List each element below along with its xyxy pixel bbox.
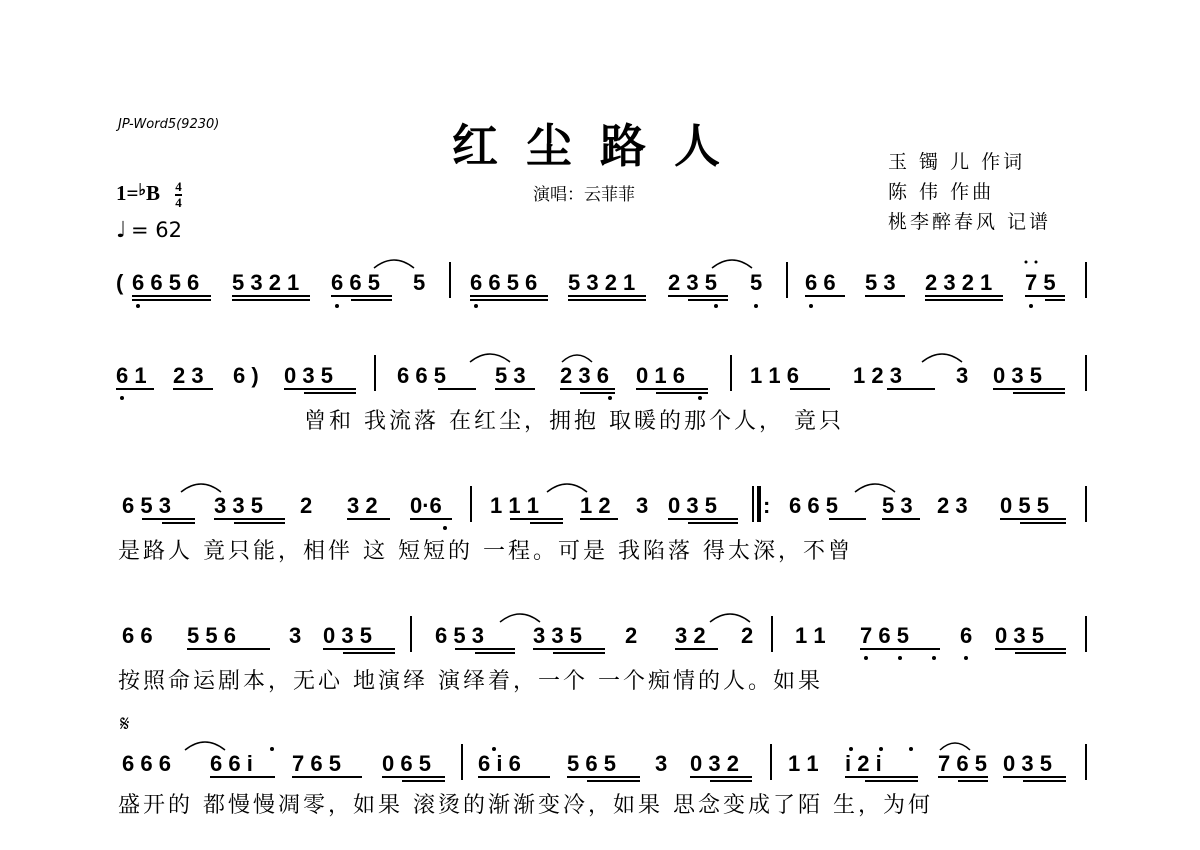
note: 0 3 5 <box>993 363 1042 388</box>
note: 0 3 5 <box>668 493 717 518</box>
note: 6 6 6 <box>122 751 171 776</box>
note: 6 6 <box>805 270 836 295</box>
note: 0 3 2 <box>690 751 739 776</box>
note: 7 6 5 <box>292 751 341 776</box>
note: 5 6 5 <box>567 751 616 776</box>
note: 1 1 <box>788 751 819 776</box>
note: 1 2 3 <box>853 363 902 388</box>
note: 6 1 <box>116 363 147 388</box>
note: 5 5 6 <box>187 623 236 648</box>
note: 3 3 5 <box>214 493 263 518</box>
note: 7 5 <box>1025 270 1056 295</box>
note: 6 ) <box>233 363 259 388</box>
note: 3 <box>655 751 668 776</box>
note: 2 3 6 <box>560 363 609 388</box>
note: 6 6 5 <box>397 363 446 388</box>
note: 6 <box>960 623 973 648</box>
note: 6 5 3 <box>122 493 171 518</box>
note: 5 3 <box>495 363 526 388</box>
note: 2 <box>300 493 313 518</box>
lyric-line-4: 盛开的 都慢慢凋零，如果 滚烫的渐渐变冷，如果 思念变成了陌 生，为何 <box>118 793 933 818</box>
note-row-1: ( <box>116 270 124 295</box>
note: 2 3 <box>937 493 968 518</box>
note: 3 2 <box>675 623 706 648</box>
note: 0·6 <box>410 493 442 518</box>
time-numerator: 4 <box>175 179 182 194</box>
note: 5 3 <box>882 493 913 518</box>
software-label: JP-Word5(9230) <box>118 117 220 132</box>
note: 0 5 5 <box>1000 493 1049 518</box>
note: 0 3 5 <box>323 623 372 648</box>
note: 0 3 5 <box>284 363 333 388</box>
note: 5 3 <box>865 270 896 295</box>
lyric-line-2: 是路人 竟只能，相伴 这 短短的 一程。可是 我陷落 得太深，不曾 <box>118 539 853 564</box>
note: 5 3 2 1 <box>232 270 300 295</box>
note: 1 1 6 <box>750 363 799 388</box>
segno-icon: 𝄋 <box>120 712 130 737</box>
note: 5 <box>750 270 763 295</box>
note: 0 1 6 <box>636 363 685 388</box>
note: 0 6 5 <box>382 751 431 776</box>
key-letter: B <box>146 180 161 205</box>
note: 7 6 5 <box>860 623 909 648</box>
note: 2 3 2 1 <box>925 270 993 295</box>
key-prefix: 1= <box>116 180 139 205</box>
note: 6 5 3 <box>435 623 484 648</box>
note: 6 6 5 <box>331 270 380 295</box>
note: 6 6 5 6 <box>470 270 538 295</box>
note: 5 3 2 1 <box>568 270 636 295</box>
note: 2 <box>741 623 754 648</box>
note: 1 1 1 <box>490 493 539 518</box>
note: 6 6 <box>122 623 153 648</box>
note: 6 6 i <box>210 751 253 776</box>
note: 0 3 5 <box>1003 751 1052 776</box>
time-denominator: 4 <box>175 195 182 210</box>
note: 1 2 <box>580 493 611 518</box>
note: 7 6 5 <box>938 751 987 776</box>
note: 1 1 <box>795 623 826 648</box>
note: 5 <box>413 270 426 295</box>
note: 3 <box>636 493 649 518</box>
note: 3 <box>289 623 302 648</box>
note: 3 <box>956 363 969 388</box>
singer-credit: 演唱：云菲菲 <box>533 185 635 205</box>
quarter-note-icon: ♩ <box>116 218 127 243</box>
note: i 2 i <box>845 751 882 776</box>
note: 2 <box>625 623 638 648</box>
note: 3 2 <box>347 493 378 518</box>
transcriber-credit: 桃李醉春风 记谱 <box>888 211 1052 233</box>
tempo-value: = 62 <box>131 218 182 242</box>
note: 3 3 5 <box>533 623 582 648</box>
flat-icon: ♭ <box>138 182 147 199</box>
note: 6 i 6 <box>478 751 521 776</box>
lyricist-credit: 玉 镯 儿 作词 <box>888 151 1026 173</box>
note: 0 3 5 <box>995 623 1044 648</box>
composer-credit: 陈 伟 作曲 <box>888 181 995 203</box>
lyric-line-1: 曾和 我流落 在红尘，拥抱 取暖的那个人， 竟只 <box>304 409 844 434</box>
lyric-line-3: 按照命运剧本，无心 地演绎 演绎着，一个 一个痴情的人。如果 <box>118 669 823 694</box>
note: 6 6 5 <box>789 493 838 518</box>
note: 6 6 5 6 <box>132 270 200 295</box>
note: : <box>763 493 771 518</box>
note: 2 3 <box>173 363 204 388</box>
note: 2 3 5 <box>668 270 717 295</box>
song-title: 红尘路人 <box>452 119 748 173</box>
